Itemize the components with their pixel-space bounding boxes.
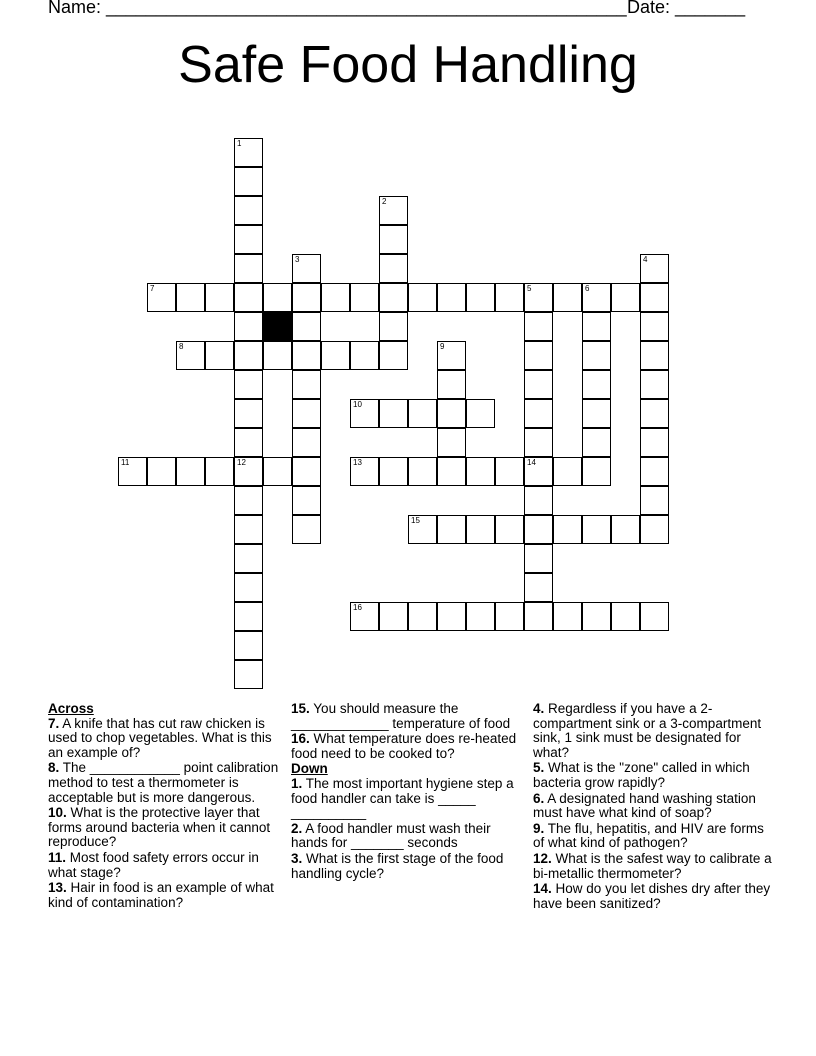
grid-cell[interactable] xyxy=(234,196,263,225)
grid-cell[interactable] xyxy=(147,457,176,486)
clue-down-12 xyxy=(533,852,773,881)
clue-text: The flu, hepatitis, and HIV are forms of what kind of pathogen? xyxy=(533,820,764,851)
grid-cell[interactable] xyxy=(292,428,321,457)
grid-cell[interactable] xyxy=(379,196,408,225)
grid-cell[interactable] xyxy=(234,515,263,544)
grid-cell[interactable] xyxy=(582,399,611,428)
clue-text: A food handler must wash their hands for _______ seconds xyxy=(291,820,491,851)
grid-cell[interactable] xyxy=(408,515,437,544)
grid-cell[interactable] xyxy=(582,515,611,544)
grid-cell[interactable] xyxy=(234,167,263,196)
grid-cell[interactable] xyxy=(176,457,205,486)
grid-cell[interactable] xyxy=(408,399,437,428)
grid-cell[interactable] xyxy=(640,457,669,486)
grid-cell[interactable] xyxy=(379,225,408,254)
grid-cell[interactable] xyxy=(292,399,321,428)
clue-across-7 xyxy=(48,717,284,761)
grid-cell[interactable] xyxy=(582,312,611,341)
grid-cell[interactable] xyxy=(234,428,263,457)
grid-cell[interactable] xyxy=(205,341,234,370)
grid-cell[interactable] xyxy=(292,254,321,283)
clue-number: 12. xyxy=(533,850,552,866)
grid-cell[interactable] xyxy=(640,283,669,312)
clue-down-9 xyxy=(533,822,773,851)
grid-cell[interactable] xyxy=(640,486,669,515)
grid-cell[interactable] xyxy=(234,602,263,631)
grid-cell[interactable] xyxy=(524,457,553,486)
clue-number-label: 1 xyxy=(237,139,242,148)
clue-down-6 xyxy=(533,792,773,821)
grid-cell[interactable] xyxy=(234,225,263,254)
grid-cell[interactable] xyxy=(234,660,263,689)
clue-number-label: 7 xyxy=(150,284,155,293)
black-cell xyxy=(263,312,292,341)
clue-number-label: 3 xyxy=(295,255,300,264)
grid-cell[interactable] xyxy=(379,341,408,370)
grid-cell[interactable] xyxy=(524,515,553,544)
grid-cell[interactable] xyxy=(524,399,553,428)
grid-cell[interactable] xyxy=(640,399,669,428)
clue-number: 5. xyxy=(533,760,545,776)
grid-cell[interactable] xyxy=(379,602,408,631)
grid-cell[interactable] xyxy=(263,457,292,486)
clue-text: A designated hand washing station must have what kind of soap? xyxy=(533,790,756,821)
clue-across-8 xyxy=(48,761,284,805)
grid-cell[interactable] xyxy=(205,283,234,312)
clue-number-label: 14 xyxy=(527,458,536,467)
clue-number-label: 2 xyxy=(382,197,387,206)
clue-text: The ____________ point calibration method to test a thermometer is acceptable but is more dangerous. xyxy=(48,760,279,805)
clue-text: What is the protective layer that forms around bacteria when it cannot reproduce? xyxy=(48,805,271,850)
clue-number: 16. xyxy=(291,731,310,747)
clue-number-label: 10 xyxy=(353,400,362,409)
clue-number: 13. xyxy=(48,880,67,896)
grid-cell[interactable] xyxy=(582,428,611,457)
clue-number: 9. xyxy=(533,820,545,836)
grid-cell[interactable] xyxy=(350,283,379,312)
clue-down-3 xyxy=(291,852,523,881)
grid-cell[interactable] xyxy=(640,312,669,341)
grid-cell[interactable] xyxy=(524,283,553,312)
grid-cell[interactable] xyxy=(495,515,524,544)
clue-down-4 xyxy=(533,702,773,760)
grid-cell[interactable] xyxy=(234,457,263,486)
grid-cell[interactable] xyxy=(234,341,263,370)
grid-cell[interactable] xyxy=(147,283,176,312)
grid-cell[interactable] xyxy=(524,544,553,573)
grid-cell[interactable] xyxy=(234,486,263,515)
clues-column-1 xyxy=(48,702,284,911)
clue-number-label: 5 xyxy=(527,284,532,293)
grid-cell[interactable] xyxy=(292,341,321,370)
clues-column-3 xyxy=(533,702,773,912)
clue-number-label: 6 xyxy=(585,284,590,293)
clue-down-2 xyxy=(291,822,523,851)
grid-cell[interactable] xyxy=(350,341,379,370)
clues-column-2 xyxy=(291,702,523,882)
grid-cell[interactable] xyxy=(553,515,582,544)
grid-cell[interactable] xyxy=(466,283,495,312)
grid-cell[interactable] xyxy=(176,283,205,312)
clue-text: Regardless if you have a 2-compartment sink or a 3-compartment sink, 1 sink must be designated for what? xyxy=(533,701,762,760)
grid-cell[interactable] xyxy=(263,283,292,312)
grid-cell[interactable] xyxy=(205,457,234,486)
grid-cell[interactable] xyxy=(292,486,321,515)
grid-cell[interactable] xyxy=(553,283,582,312)
grid-cell[interactable] xyxy=(524,428,553,457)
grid-cell[interactable] xyxy=(611,602,640,631)
down-heading: Down xyxy=(291,761,328,777)
clue-number: 10. xyxy=(48,805,67,821)
grid-cell[interactable] xyxy=(321,341,350,370)
grid-cell[interactable] xyxy=(640,515,669,544)
grid-cell[interactable] xyxy=(582,457,611,486)
grid-cell[interactable] xyxy=(640,254,669,283)
clue-number-label: 9 xyxy=(440,342,445,351)
grid-cell[interactable] xyxy=(611,283,640,312)
clue-text: The most important hygiene step a food handler can take is _____ __________ xyxy=(291,775,514,821)
clue-number-label: 12 xyxy=(237,458,246,467)
grid-cell[interactable] xyxy=(350,399,379,428)
clue-number-label: 15 xyxy=(411,516,420,525)
grid-cell[interactable] xyxy=(292,312,321,341)
clue-across-15 xyxy=(291,702,523,731)
grid-cell[interactable] xyxy=(495,602,524,631)
clue-number: 11. xyxy=(48,849,67,865)
clue-number: 7. xyxy=(48,715,60,731)
grid-cell[interactable] xyxy=(234,254,263,283)
clue-text: Hair in food is an example of what kind of contamination? xyxy=(48,880,274,910)
grid-cell[interactable] xyxy=(524,573,553,602)
clue-number: 15. xyxy=(291,701,310,716)
grid-cell[interactable] xyxy=(176,341,205,370)
grid-cell[interactable] xyxy=(640,428,669,457)
grid-cell[interactable] xyxy=(234,399,263,428)
grid-cell[interactable] xyxy=(437,457,466,486)
grid-cell[interactable] xyxy=(582,370,611,399)
name-field-label: Name: ____________________________________________________ xyxy=(48,0,627,17)
page-title: Safe Food Handling xyxy=(178,36,638,94)
clue-number: 6. xyxy=(533,790,545,806)
grid-cell[interactable] xyxy=(292,457,321,486)
clue-number: 1. xyxy=(291,775,303,791)
grid-cell[interactable] xyxy=(437,602,466,631)
grid-cell[interactable] xyxy=(524,370,553,399)
clue-down-14 xyxy=(533,882,773,911)
grid-cell[interactable] xyxy=(495,457,524,486)
clue-text: What is the "zone" called in which bacteria grow rapidly? xyxy=(533,760,750,790)
grid-cell[interactable] xyxy=(640,341,669,370)
date-field-label: Date: _______ xyxy=(627,0,746,17)
grid-cell[interactable] xyxy=(379,312,408,341)
clue-text: You should measure the _____________ temperature of food xyxy=(291,701,511,731)
grid-cell[interactable] xyxy=(582,602,611,631)
clue-across-11 xyxy=(48,851,284,880)
grid-cell[interactable] xyxy=(350,457,379,486)
clue-text: How do you let dishes dry after they have been sanitized? xyxy=(533,881,771,911)
grid-cell[interactable] xyxy=(379,457,408,486)
grid-cell[interactable] xyxy=(234,573,263,602)
clue-number-label: 11 xyxy=(121,458,130,467)
grid-cell[interactable] xyxy=(437,370,466,399)
grid-cell[interactable] xyxy=(524,486,553,515)
clue-across-10 xyxy=(48,806,284,850)
grid-cell[interactable] xyxy=(118,457,147,486)
grid-cell[interactable] xyxy=(350,602,379,631)
clue-text: What is the first stage of the food handling cycle? xyxy=(291,850,504,881)
grid-cell[interactable] xyxy=(640,602,669,631)
grid-cell[interactable] xyxy=(466,457,495,486)
grid-cell[interactable] xyxy=(553,457,582,486)
grid-cell[interactable] xyxy=(437,283,466,312)
grid-cell[interactable] xyxy=(321,283,350,312)
grid-cell[interactable] xyxy=(582,341,611,370)
grid-cell[interactable] xyxy=(263,341,292,370)
clue-number: 8. xyxy=(48,760,60,776)
grid-cell[interactable] xyxy=(234,283,263,312)
clue-across-16 xyxy=(291,732,523,761)
grid-cell[interactable] xyxy=(611,515,640,544)
grid-cell[interactable] xyxy=(379,283,408,312)
grid-cell[interactable] xyxy=(466,515,495,544)
grid-cell[interactable] xyxy=(408,283,437,312)
grid-cell[interactable] xyxy=(234,544,263,573)
grid-cell[interactable] xyxy=(437,428,466,457)
grid-cell[interactable] xyxy=(524,602,553,631)
grid-cell[interactable] xyxy=(466,399,495,428)
clue-text: What temperature does re-heated food need to be cooked to? xyxy=(291,731,517,761)
clue-number: 3. xyxy=(291,850,303,866)
clue-down-1 xyxy=(291,777,523,821)
grid-cell[interactable] xyxy=(437,399,466,428)
grid-cell[interactable] xyxy=(292,515,321,544)
grid-cell[interactable] xyxy=(379,399,408,428)
grid-cell[interactable] xyxy=(524,341,553,370)
grid-cell[interactable] xyxy=(437,515,466,544)
clue-number: 2. xyxy=(291,820,303,836)
grid-cell[interactable] xyxy=(437,341,466,370)
clue-number-label: 13 xyxy=(353,458,362,467)
grid-cell[interactable] xyxy=(234,138,263,167)
clue-number-label: 16 xyxy=(353,603,362,612)
grid-cell[interactable] xyxy=(292,283,321,312)
clue-number: 4. xyxy=(533,701,545,716)
grid-cell[interactable] xyxy=(292,370,321,399)
clue-number: 14. xyxy=(533,881,552,897)
grid-cell[interactable] xyxy=(234,370,263,399)
grid-cell[interactable] xyxy=(582,283,611,312)
clue-text: A knife that has cut raw chicken is used to chop vegetables. What is this an example of? xyxy=(48,715,272,760)
across-heading: Across xyxy=(48,701,94,716)
grid-cell[interactable] xyxy=(524,312,553,341)
grid-cell[interactable] xyxy=(234,631,263,660)
clue-number-label: 8 xyxy=(179,342,184,351)
clue-across-13 xyxy=(48,881,284,910)
grid-cell[interactable] xyxy=(553,602,582,631)
clue-text: What is the safest way to calibrate a bi-metallic thermometer? xyxy=(533,850,772,881)
clue-text: Most food safety errors occur in what stage? xyxy=(48,849,259,880)
grid-cell[interactable] xyxy=(408,457,437,486)
grid-cell[interactable] xyxy=(466,602,495,631)
grid-cell[interactable] xyxy=(640,370,669,399)
grid-cell[interactable] xyxy=(379,254,408,283)
grid-cell[interactable] xyxy=(234,312,263,341)
clue-down-5 xyxy=(533,761,773,790)
grid-cell[interactable] xyxy=(495,283,524,312)
clue-number-label: 4 xyxy=(643,255,648,264)
grid-cell[interactable] xyxy=(408,602,437,631)
